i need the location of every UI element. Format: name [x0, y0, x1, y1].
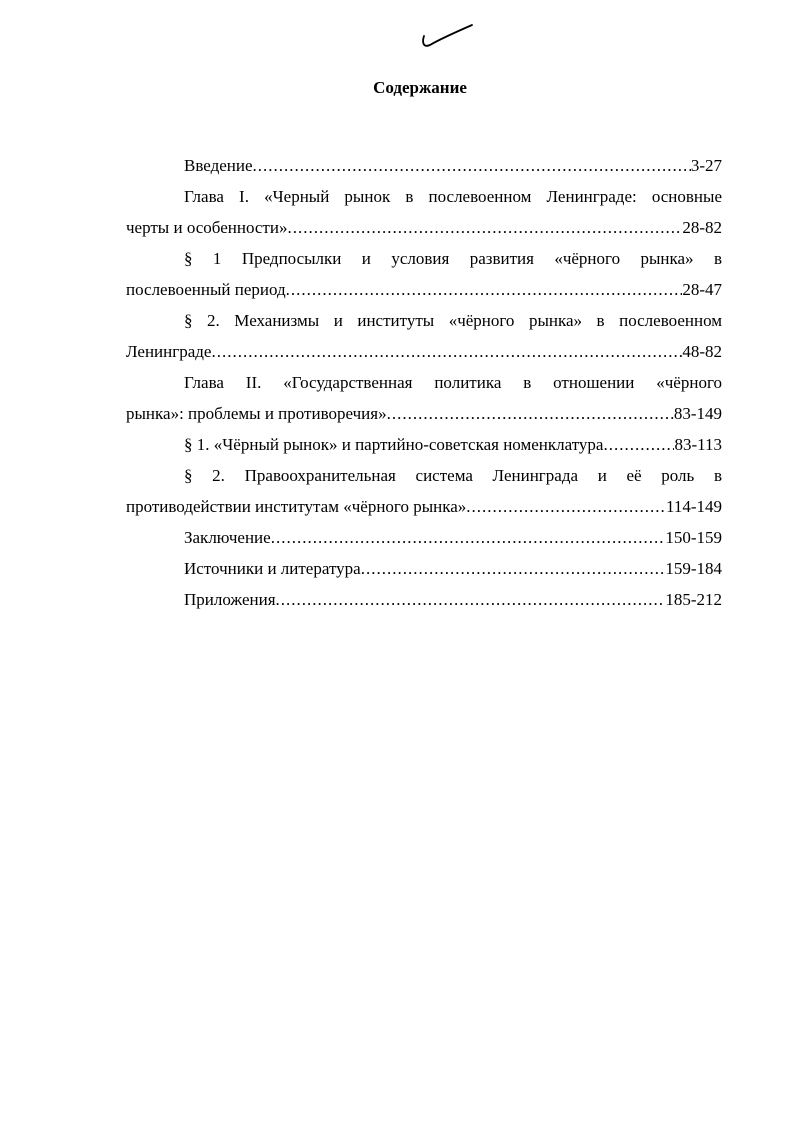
dot-leader	[387, 398, 674, 429]
toc-pages: 28-47	[682, 280, 722, 299]
toc-entry-section-1-1	[126, 243, 722, 305]
toc-label-line: Глава I. «Черный рынок в послевоенном Ленинграде: основные	[184, 187, 722, 206]
dot-leader	[286, 274, 683, 305]
toc-pages: 83-113	[674, 435, 722, 454]
table-of-contents	[126, 150, 722, 615]
toc-entry-intro	[126, 150, 722, 181]
toc-entry-section-1-2	[126, 305, 722, 367]
toc-entry-chapter-1	[126, 181, 722, 243]
toc-label: противодействии институтам «чёрного рынка»	[126, 497, 467, 516]
toc-entry-section-2-1	[126, 429, 722, 460]
toc-entry-section-2-2	[126, 460, 722, 522]
dot-leader	[466, 491, 666, 522]
dot-leader	[211, 336, 682, 367]
dot-leader	[276, 584, 666, 615]
dot-leader	[361, 553, 666, 584]
toc-label-line: § 2. Механизмы и институты «чёрного рынка» в послевоенном	[184, 311, 722, 330]
toc-pages: 48-82	[682, 342, 722, 361]
toc-label-line: § 1 Предпосылки и условия развития «чёрного рынка» в	[184, 249, 722, 268]
toc-label-row	[126, 398, 722, 429]
toc-label: Заключение	[184, 528, 271, 547]
dot-leader	[271, 522, 666, 553]
toc-pages: 159-184	[665, 559, 722, 578]
toc-label: Источники и литература	[184, 559, 361, 578]
toc-label-row	[126, 212, 722, 243]
toc-pages: 150-159	[665, 528, 722, 547]
dot-leader	[603, 429, 674, 460]
toc-entry-sources	[126, 553, 722, 584]
toc-label: черты и особенности»	[126, 218, 288, 237]
toc-pages: 185-212	[665, 590, 722, 609]
toc-label: § 1. «Чёрный рынок» и партийно-советская номенклатура	[184, 435, 604, 454]
toc-pages: 28-82	[682, 218, 722, 237]
toc-label: Приложения	[184, 590, 276, 609]
dot-leader	[287, 212, 682, 243]
toc-entry-chapter-2	[126, 367, 722, 429]
toc-label-row	[126, 491, 722, 522]
toc-label: послевоенный период	[126, 280, 286, 299]
dot-leader	[253, 150, 691, 181]
toc-label: рынка»: проблемы и противоречия»	[126, 404, 387, 423]
toc-label-row	[126, 274, 722, 305]
toc-label-row	[126, 336, 722, 367]
page-title: Содержание	[373, 78, 467, 97]
toc-pages: 83-149	[673, 404, 722, 423]
toc-entry-conclusion	[126, 522, 722, 553]
toc-label-line: § 2. Правоохранительная система Ленинграда и её роль в	[184, 466, 722, 485]
toc-label: Ленинграде	[126, 342, 212, 361]
toc-entry-appendix	[126, 584, 722, 615]
toc-pages: 3-27	[690, 156, 722, 175]
toc-pages: 114-149	[665, 497, 722, 516]
toc-label: Введение	[184, 156, 253, 175]
toc-label-line: Глава II. «Государственная политика в отношении «чёрного	[184, 373, 722, 392]
handwritten-check-icon	[418, 22, 474, 52]
